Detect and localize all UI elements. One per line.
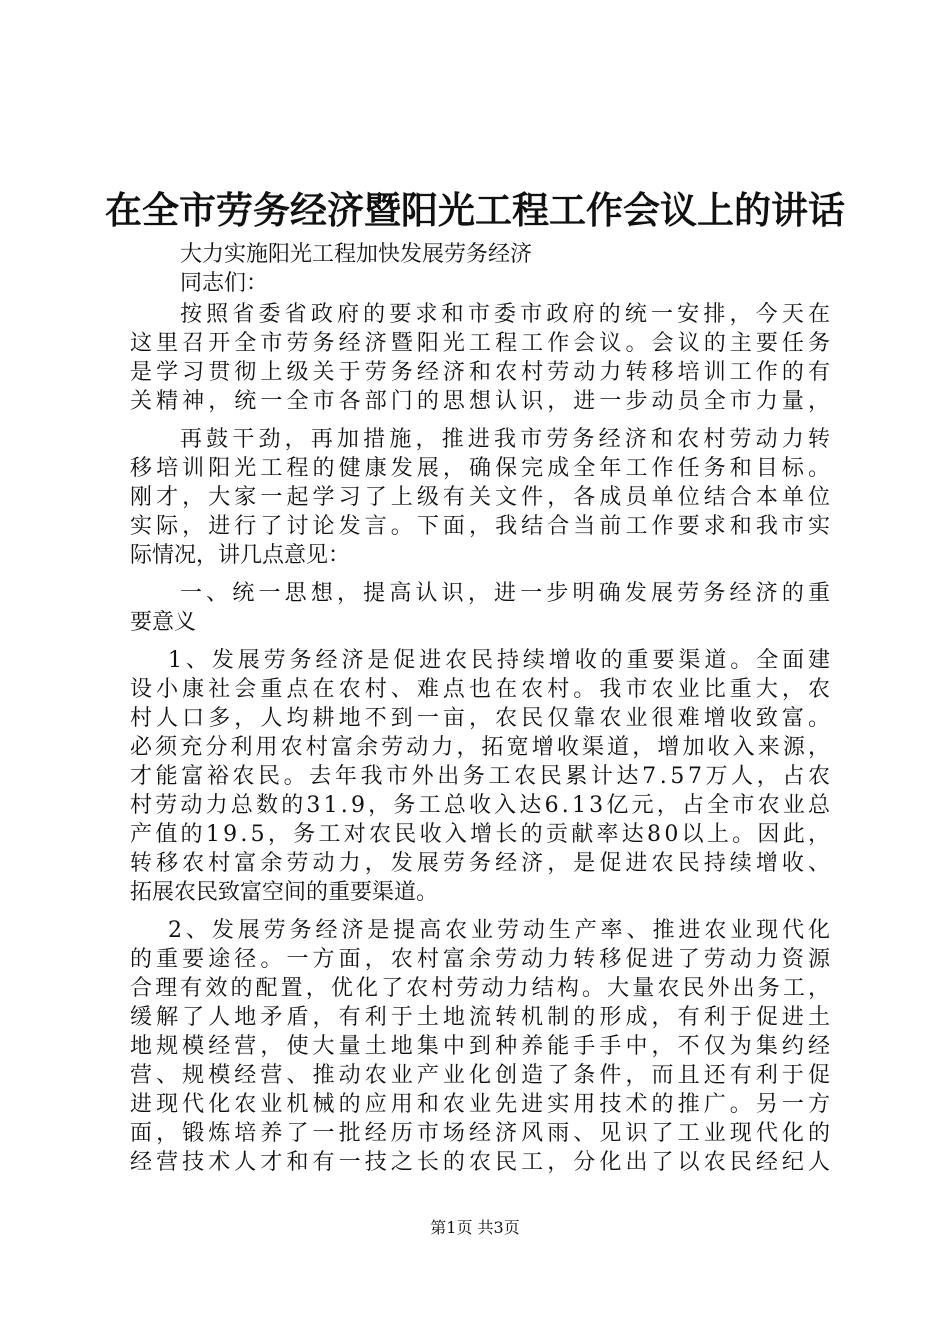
body-line: 进现代化农业机械的应用和农业先进实用技术的推广。另一方 <box>130 1092 835 1117</box>
body-line: 再鼓干劲，再加措施，推进我市劳务经济和农村劳动力转 <box>180 427 835 452</box>
body-line: 际情况，讲几点意见： <box>130 543 351 568</box>
body-line: 地规模经营，使大量土地集中到种养能手手中，不仅为集约经 <box>130 1034 835 1059</box>
body-line: 移培训阳光工程的健康发展，确保完成全年工作任务和目标。 <box>130 456 835 481</box>
salutation-line: 同志们： <box>180 271 269 296</box>
body-line: 拓展农民致富空间的重要渠道。 <box>130 880 439 905</box>
body-line: 缓解了人地矛盾，有利于土地流转机制的形成，有利于促进土 <box>130 1005 835 1030</box>
page-footer: 第1页 共3页 <box>430 1218 520 1237</box>
body-line: 是学习贯彻上级关于劳务经济和农村劳动力转移培训工作的有 <box>130 360 835 385</box>
body-line: 合理有效的配置，优化了农村劳动力结构。大量农民外出务工， <box>130 976 834 1001</box>
body-line: 必须充分利用农村富余劳动力，拓宽增收渠道，增加收入来源， <box>130 735 834 760</box>
body-line: 面，锻炼培养了一批经历市场经济风雨、见识了工业现代化的 <box>130 1121 835 1146</box>
section-heading-line: 要意义 <box>130 610 197 635</box>
body-line: 设小康社会重点在农村、难点也在农村。我市农业比重大，农 <box>130 677 835 702</box>
body-line: 村劳动力总数的31.9，务工总收入达6.13亿元，占全市农业总 <box>130 793 834 818</box>
body-line: 营、规模经营、推动农业产业化创造了条件，而且还有利于促 <box>130 1063 835 1088</box>
body-line: 产值的19.5，务工对农民收入增长的贡献率达80以上。因此， <box>130 822 834 847</box>
body-line: 这里召开全市劳务经济暨阳光工程工作会议。会议的主要任务 <box>130 331 835 356</box>
body-line: 实际，进行了讨论发言。下面，我结合当前工作要求和我市实 <box>130 514 835 539</box>
subtitle-line: 大力实施阳光工程加快发展劳务经济 <box>180 242 533 267</box>
body-line: 才能富裕农民。去年我市外出务工农民累计达7.57万人，占农 <box>130 764 834 789</box>
body-line: 经营技术人才和有一技之长的农民工，分化出了以农民经纪人 <box>130 1150 835 1175</box>
body-line: 村人口多，人均耕地不到一亩，农民仅靠农业很难增收致富。 <box>130 706 835 731</box>
body-line: 按照省委省政府的要求和市委市政府的统一安排，今天在 <box>180 302 835 327</box>
body-line: 关精神，统一全市各部门的思想认识，进一步动员全市力量， <box>130 389 835 414</box>
section-heading-line: 一、统一思想，提高认识，进一步明确发展劳务经济的重 <box>180 581 835 606</box>
body-line: 转移农村富余劳动力，发展劳务经济，是促进农民持续增收、 <box>130 851 835 876</box>
body-line: 1、发展劳务经济是促进农民持续增收的重要渠道。全面建 <box>168 648 834 673</box>
document-title: 在全市劳务经济暨阳光工程工作会议上的讲话 <box>105 188 845 232</box>
body-line: 刚才，大家一起学习了上级有关文件，各成员单位结合本单位 <box>130 485 835 510</box>
body-line: 的重要途径。一方面，农村富余劳动力转移促进了劳动力资源 <box>130 947 835 972</box>
body-line: 2、发展劳务经济是提高农业劳动生产率、推进农业现代化 <box>168 918 834 943</box>
